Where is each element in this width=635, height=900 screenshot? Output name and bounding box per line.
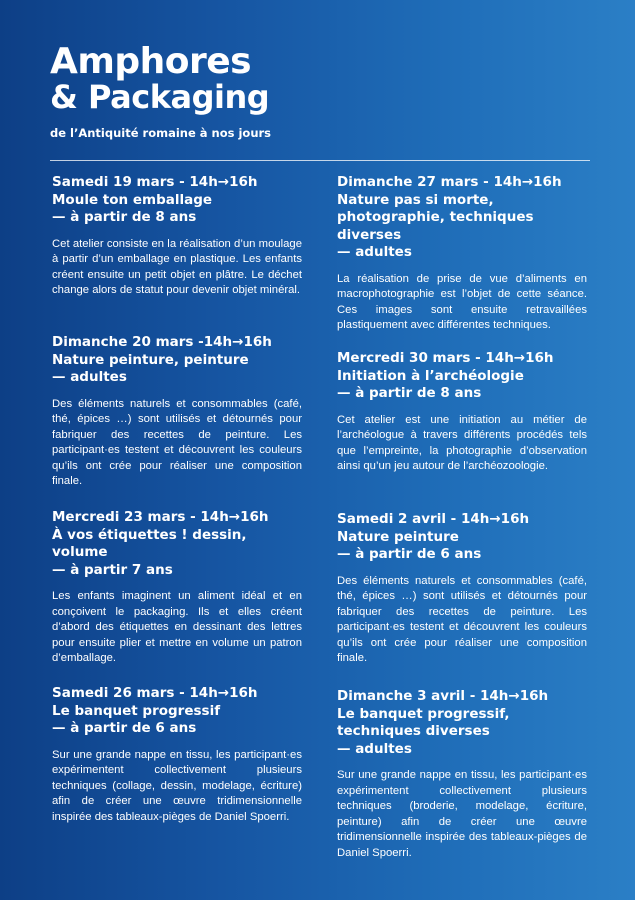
event-description: La réalisation de prise de vue d’aliments en macrophotographie est l’objet de cette séance. Ces images sont ensuite retravaillées plastiquement avec différentes techniques. <box>337 272 587 331</box>
event-card <box>52 509 302 667</box>
event-title: Nature pas si morte, photographie, techniques diverses <box>337 191 534 243</box>
event-card <box>52 685 302 825</box>
event-description: Cet atelier est une initiation au métier de l’archéologue à travers différents procédés tels que l’empreinte, la photographie d’observation ainsi qu’un jeu autour de l’archéozoologie. <box>337 413 587 472</box>
event-card <box>337 511 587 667</box>
event-card <box>52 334 302 490</box>
event-title: Moule ton emballage <box>52 191 213 208</box>
event-date: Dimanche 3 avril - 14h→16h <box>337 688 549 704</box>
event-audience: — adultes <box>337 244 412 260</box>
event-description: Des éléments naturels et consommables (café, thé, épices …) sont utilisés et détournés pour fabriquer des recettes de peinture. Les participant·es testent et découvrent les couleurs qu’ils ont crée pour réaliser une composition finale. <box>337 574 587 664</box>
event-date: Dimanche 20 mars -14h→16h <box>52 334 272 350</box>
event-description: Les enfants imaginent un aliment idéal et en conçoivent le packaging. Ils et elles créent d’abord des étiquettes en dessinant des lettres pour ensuite plier et mettre en volume un patron d’emballage. <box>52 590 302 664</box>
event-date: Samedi 26 mars - 14h→16h <box>52 685 258 701</box>
event-audience: — à partir 7 ans <box>52 561 173 578</box>
title-line-2: & Packaging <box>50 78 270 116</box>
event-description: Sur une grande nappe en tissu, les participant·es expérimentent collectivement plusieurs techniques (broderie, modelage, écriture, peinture) afin de créer une œuvre tridimensionnelle inspirée des tableaux-pièges de Daniel Spoerri. <box>337 769 587 859</box>
event-title: Le banquet progressif, techniques diverses <box>337 705 510 739</box>
event-heading <box>337 511 587 564</box>
event-description: Des éléments naturels et consommables (café, thé, épices …) sont utilisés et détournés pour fabriquer des recettes de peinture. Les participant·es testent et découvrent les couleurs qu’ils ont crée pour réaliser une composition finale. <box>52 397 302 487</box>
event-title: Nature peinture <box>337 528 459 545</box>
event-heading <box>52 174 302 227</box>
event-description: Sur une grande nappe en tissu, les participant·es expérimentent collectivement plusieurs techniques (collage, dessin, modelage, écriture) afin de créer une œuvre tridimensionnelle inspirée des tableaux-pièges de Daniel Spoerri. <box>52 748 302 823</box>
event-audience: — adultes <box>52 369 127 385</box>
event-heading <box>52 685 302 738</box>
event-card <box>337 688 587 861</box>
event-card <box>337 174 587 334</box>
event-title: À vos étiquettes ! dessin, volume <box>52 526 247 560</box>
page-subtitle: de l’Antiquité romaine à nos jours <box>50 126 272 140</box>
event-heading <box>337 350 587 403</box>
event-audience: — à partir de 6 ans <box>52 720 197 736</box>
event-heading <box>52 334 302 387</box>
event-date: Samedi 19 mars - 14h→16h <box>52 174 258 190</box>
event-title: Initiation à l’archéologie <box>337 367 524 384</box>
event-audience: — adultes <box>337 740 412 757</box>
event-date: Dimanche 27 mars - 14h→16h <box>337 174 562 190</box>
event-date: Mercredi 23 mars - 14h→16h <box>52 509 269 525</box>
left-column <box>52 0 302 900</box>
event-title: Nature peinture, peinture <box>52 351 249 368</box>
event-audience: — à partir de 8 ans <box>337 385 482 401</box>
event-heading <box>337 174 587 262</box>
right-column <box>337 0 587 900</box>
event-audience: — à partir de 6 ans <box>337 546 482 562</box>
event-date: Mercredi 30 mars - 14h→16h <box>337 350 554 366</box>
event-description: Cet atelier consiste en la réalisation d’un moulage à partir d’un emballage en plastique. Les enfants créent ensuite un petit objet en plâtre. Le déchet change alors de statut pour devenir objet minéral. <box>52 237 302 296</box>
event-audience: — à partir de 8 ans <box>52 209 197 225</box>
event-title: Le banquet progressif <box>52 702 221 719</box>
event-heading <box>337 688 587 758</box>
event-date: Samedi 2 avril - 14h→16h <box>337 511 530 527</box>
event-card <box>337 350 587 475</box>
event-card <box>52 174 302 299</box>
title-line-1: Amphores <box>50 41 252 82</box>
event-heading <box>52 509 302 579</box>
